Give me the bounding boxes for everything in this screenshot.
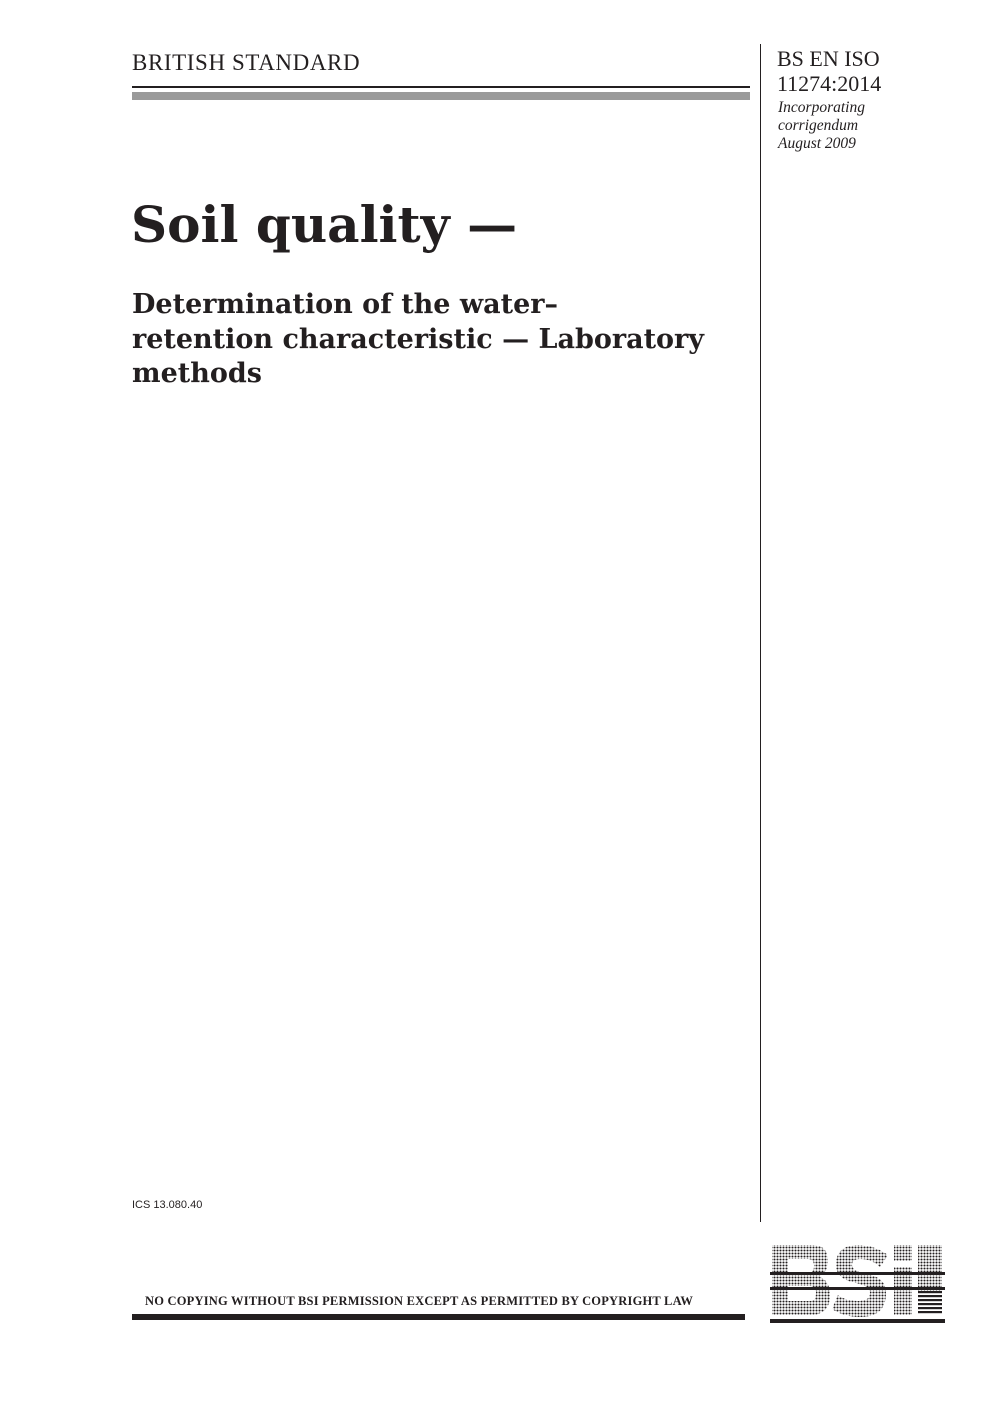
subtitle-line: retention characteristic — Laboratory: [132, 323, 704, 355]
footer-rule: [132, 1314, 745, 1320]
subtitle: [132, 288, 752, 392]
standard-number-line1: BS EN ISO: [777, 46, 880, 71]
vertical-divider: [760, 44, 761, 1222]
main-title: Soil quality —: [131, 195, 518, 254]
incorporating-line: Incorporating: [778, 99, 865, 116]
incorporating-note: [778, 99, 865, 153]
standard-number-line2: 11274:2014: [777, 71, 882, 96]
copyright-notice: NO COPYING WITHOUT BSI PERMISSION EXCEPT AS PERMITTED BY COPYRIGHT LAW: [145, 1294, 694, 1308]
header-label: BRITISH STANDARD: [132, 50, 361, 75]
bsi-logo: [770, 1243, 945, 1323]
incorporating-line: August 2009: [778, 135, 856, 152]
standard-number: [777, 46, 881, 96]
header-rule-thin: [132, 86, 750, 88]
subtitle-line: methods: [132, 358, 262, 389]
incorporating-line: corrigendum: [778, 117, 859, 134]
header-rule-grey: [132, 92, 750, 100]
ics-code: ICS 13.080.40: [132, 1199, 203, 1211]
subtitle-line: Determination of the water–: [132, 289, 559, 320]
